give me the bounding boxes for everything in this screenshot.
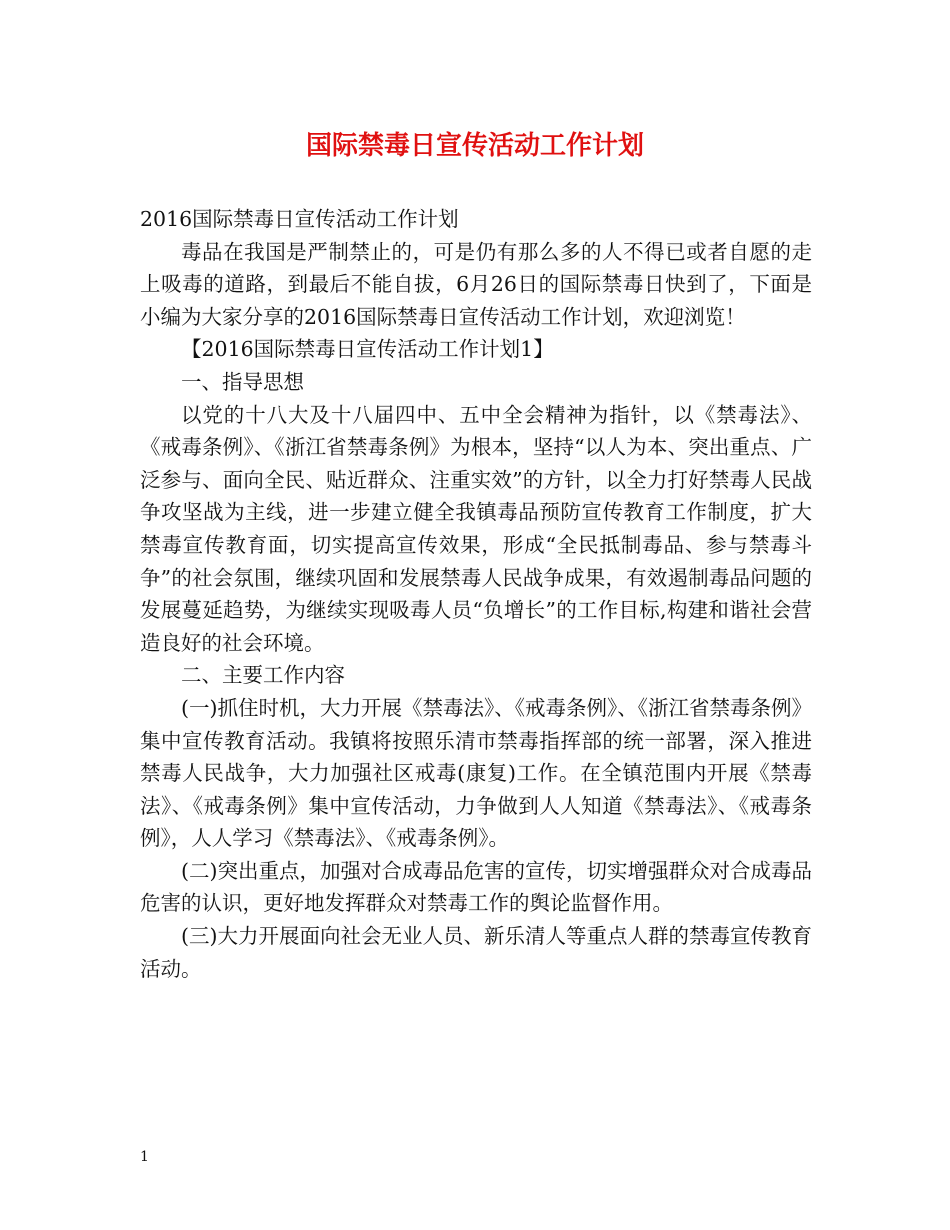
- paragraph-intro: 毒品在我国是严制禁止的，可是仍有那么多的人不得已或者自愿的走上吸毒的道路，到最后不能自拔，6月26日的国际禁毒日快到了，下面是小编为大家分享的2016国际禁毒日宣传活动工作计划，欢迎浏览！: [140, 239, 812, 329]
- paragraph-guiding-thought: 以党的十八大及十八届四中、五中全会精神为指针，以《禁毒法》、《戒毒条例》、《浙江省禁毒条例》为根本，坚持“以人为本、突出重点、广泛参与、面向全民、贴近群众、注重实效”的方针，以全力打好禁毒人民战争攻坚战为主线，进一步建立健全我镇毒品预防宣传教育工作制度，扩大禁毒宣传教育面，切实提高宣传效果，形成“全民抵制毒品、参与禁毒斗争”的社会氛围，继续巩固和发展禁毒人民战争成果，有效遏制毒品问题的发展蔓延趋势，为继续实现吸毒人员“负增长”的工作目标,构建和谐社会营造良好的社会环境。: [140, 402, 812, 655]
- section-heading-guiding-thought: 一、指导思想: [181, 369, 304, 394]
- page-number: 1: [140, 1149, 149, 1165]
- document-body: [140, 203, 812, 985]
- paragraph-work-item-1: (一)抓住时机，大力开展《禁毒法》、《戒毒条例》、《浙江省禁毒条例》集中宣传教育活动。我镇将按照乐清市禁毒指挥部的统一部署，深入推进禁毒人民战争，大力加强社区戒毒(康复)工作。在全镇范围内开展《禁毒法》、《戒毒条例》集中宣传活动，力争做到人人知道《禁毒法》、《戒毒条例》，人人学习《禁毒法》、《戒毒条例》。: [140, 695, 812, 851]
- section-heading-plan-1: 【2016国际禁毒日宣传活动工作计划1】: [181, 337, 554, 362]
- paragraph-subtitle: 2016国际禁毒日宣传活动工作计划: [140, 207, 459, 231]
- paragraph-work-item-3: (三)大力开展面向社会无业人员、新乐清人等重点人群的禁毒宣传教育活动。: [140, 924, 812, 981]
- document-title: 国际禁毒日宣传活动工作计划: [305, 131, 644, 161]
- paragraph-work-item-2: (二)突出重点，加强对合成毒品危害的宣传，切实增强群众对合成毒品危害的认识，更好地发挥群众对禁毒工作的舆论监督作用。: [140, 858, 812, 916]
- section-heading-main-work: 二、主要工作内容: [181, 663, 345, 688]
